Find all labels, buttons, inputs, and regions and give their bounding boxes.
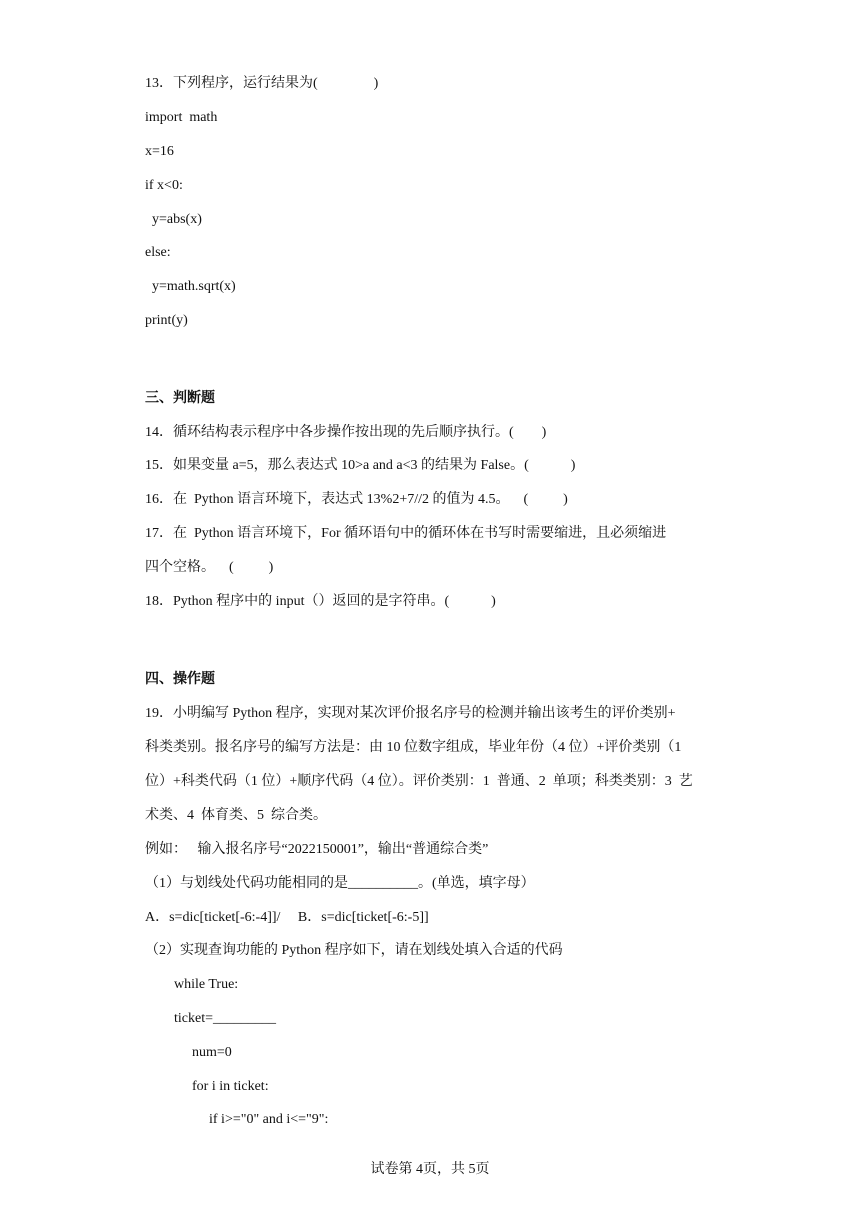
question-17-continued: 四个空格。 ( ) bbox=[145, 560, 274, 575]
code-line: import math bbox=[145, 110, 218, 125]
code-line: for i in ticket: bbox=[192, 1079, 269, 1094]
code-line: num=0 bbox=[192, 1045, 232, 1060]
part-1-prompt: （1）与划线处代码功能相同的是__________。(单选，填字母） bbox=[145, 876, 535, 891]
part-1-options: A．s=dic[ticket[-6:-4]]/ B．s=dic[ticket[-6:-5]] bbox=[145, 910, 429, 925]
code-line: print(y) bbox=[145, 313, 188, 328]
code-line: if x<0: bbox=[145, 178, 183, 193]
code-line: y=math.sqrt(x) bbox=[145, 279, 236, 294]
part-2-prompt: （2）实现查询功能的 Python 程序如下，请在划线处填入合适的代码 bbox=[145, 943, 563, 958]
question-16: 16．在 Python 语言环境下，表达式 13%2+7//2 的值为 4.5。 ( ) bbox=[145, 492, 568, 507]
question-19-line: 术类、4 体育类、5 综合类。 bbox=[145, 808, 327, 823]
question-14: 14．循环结构表示程序中各步操作按出现的先后顺序执行。( ) bbox=[145, 425, 547, 440]
code-line: y=abs(x) bbox=[145, 212, 202, 227]
code-line: else: bbox=[145, 245, 171, 260]
page-footer: 试卷第 4页，共 5页 bbox=[370, 1162, 490, 1177]
code-line: ticket=_________ bbox=[174, 1011, 276, 1026]
question-17: 17．在 Python 语言环境下，For 循环语句中的循环体在书写时需要缩进，且必须缩进 bbox=[145, 526, 667, 541]
code-line: x=16 bbox=[145, 144, 174, 159]
example-line: 例如： 输入报名序号“2022150001”，输出“普通综合类” bbox=[145, 842, 489, 857]
section-heading-operation: 四、操作题 bbox=[145, 672, 215, 687]
section-heading-judgement: 三、判断题 bbox=[145, 391, 215, 406]
question-19-line: 科类类别。报名序号的编写方法是：由 10 位数字组成，毕业年份（4 位）+评价类别（1 bbox=[145, 740, 682, 755]
question-19-line: 19．小明编写 Python 程序，实现对某次评价报名序号的检测并输出该考生的评价类别+ bbox=[145, 706, 676, 721]
question-19-line: 位）+科类代码（1 位）+顺序代码（4 位）。评价类别：1 普通、2 单项；科类类别：3 艺 bbox=[145, 774, 693, 789]
code-line: if i>="0" and i<="9": bbox=[209, 1112, 329, 1127]
question-15: 15．如果变量 a=5，那么表达式 10>a and a<3 的结果为 False。( ) bbox=[145, 458, 576, 473]
question-13: 13．下列程序，运行结果为( ) bbox=[145, 76, 379, 91]
code-line: while True: bbox=[174, 977, 239, 992]
question-18: 18．Python 程序中的 input（）返回的是字符串。( ) bbox=[145, 594, 496, 609]
